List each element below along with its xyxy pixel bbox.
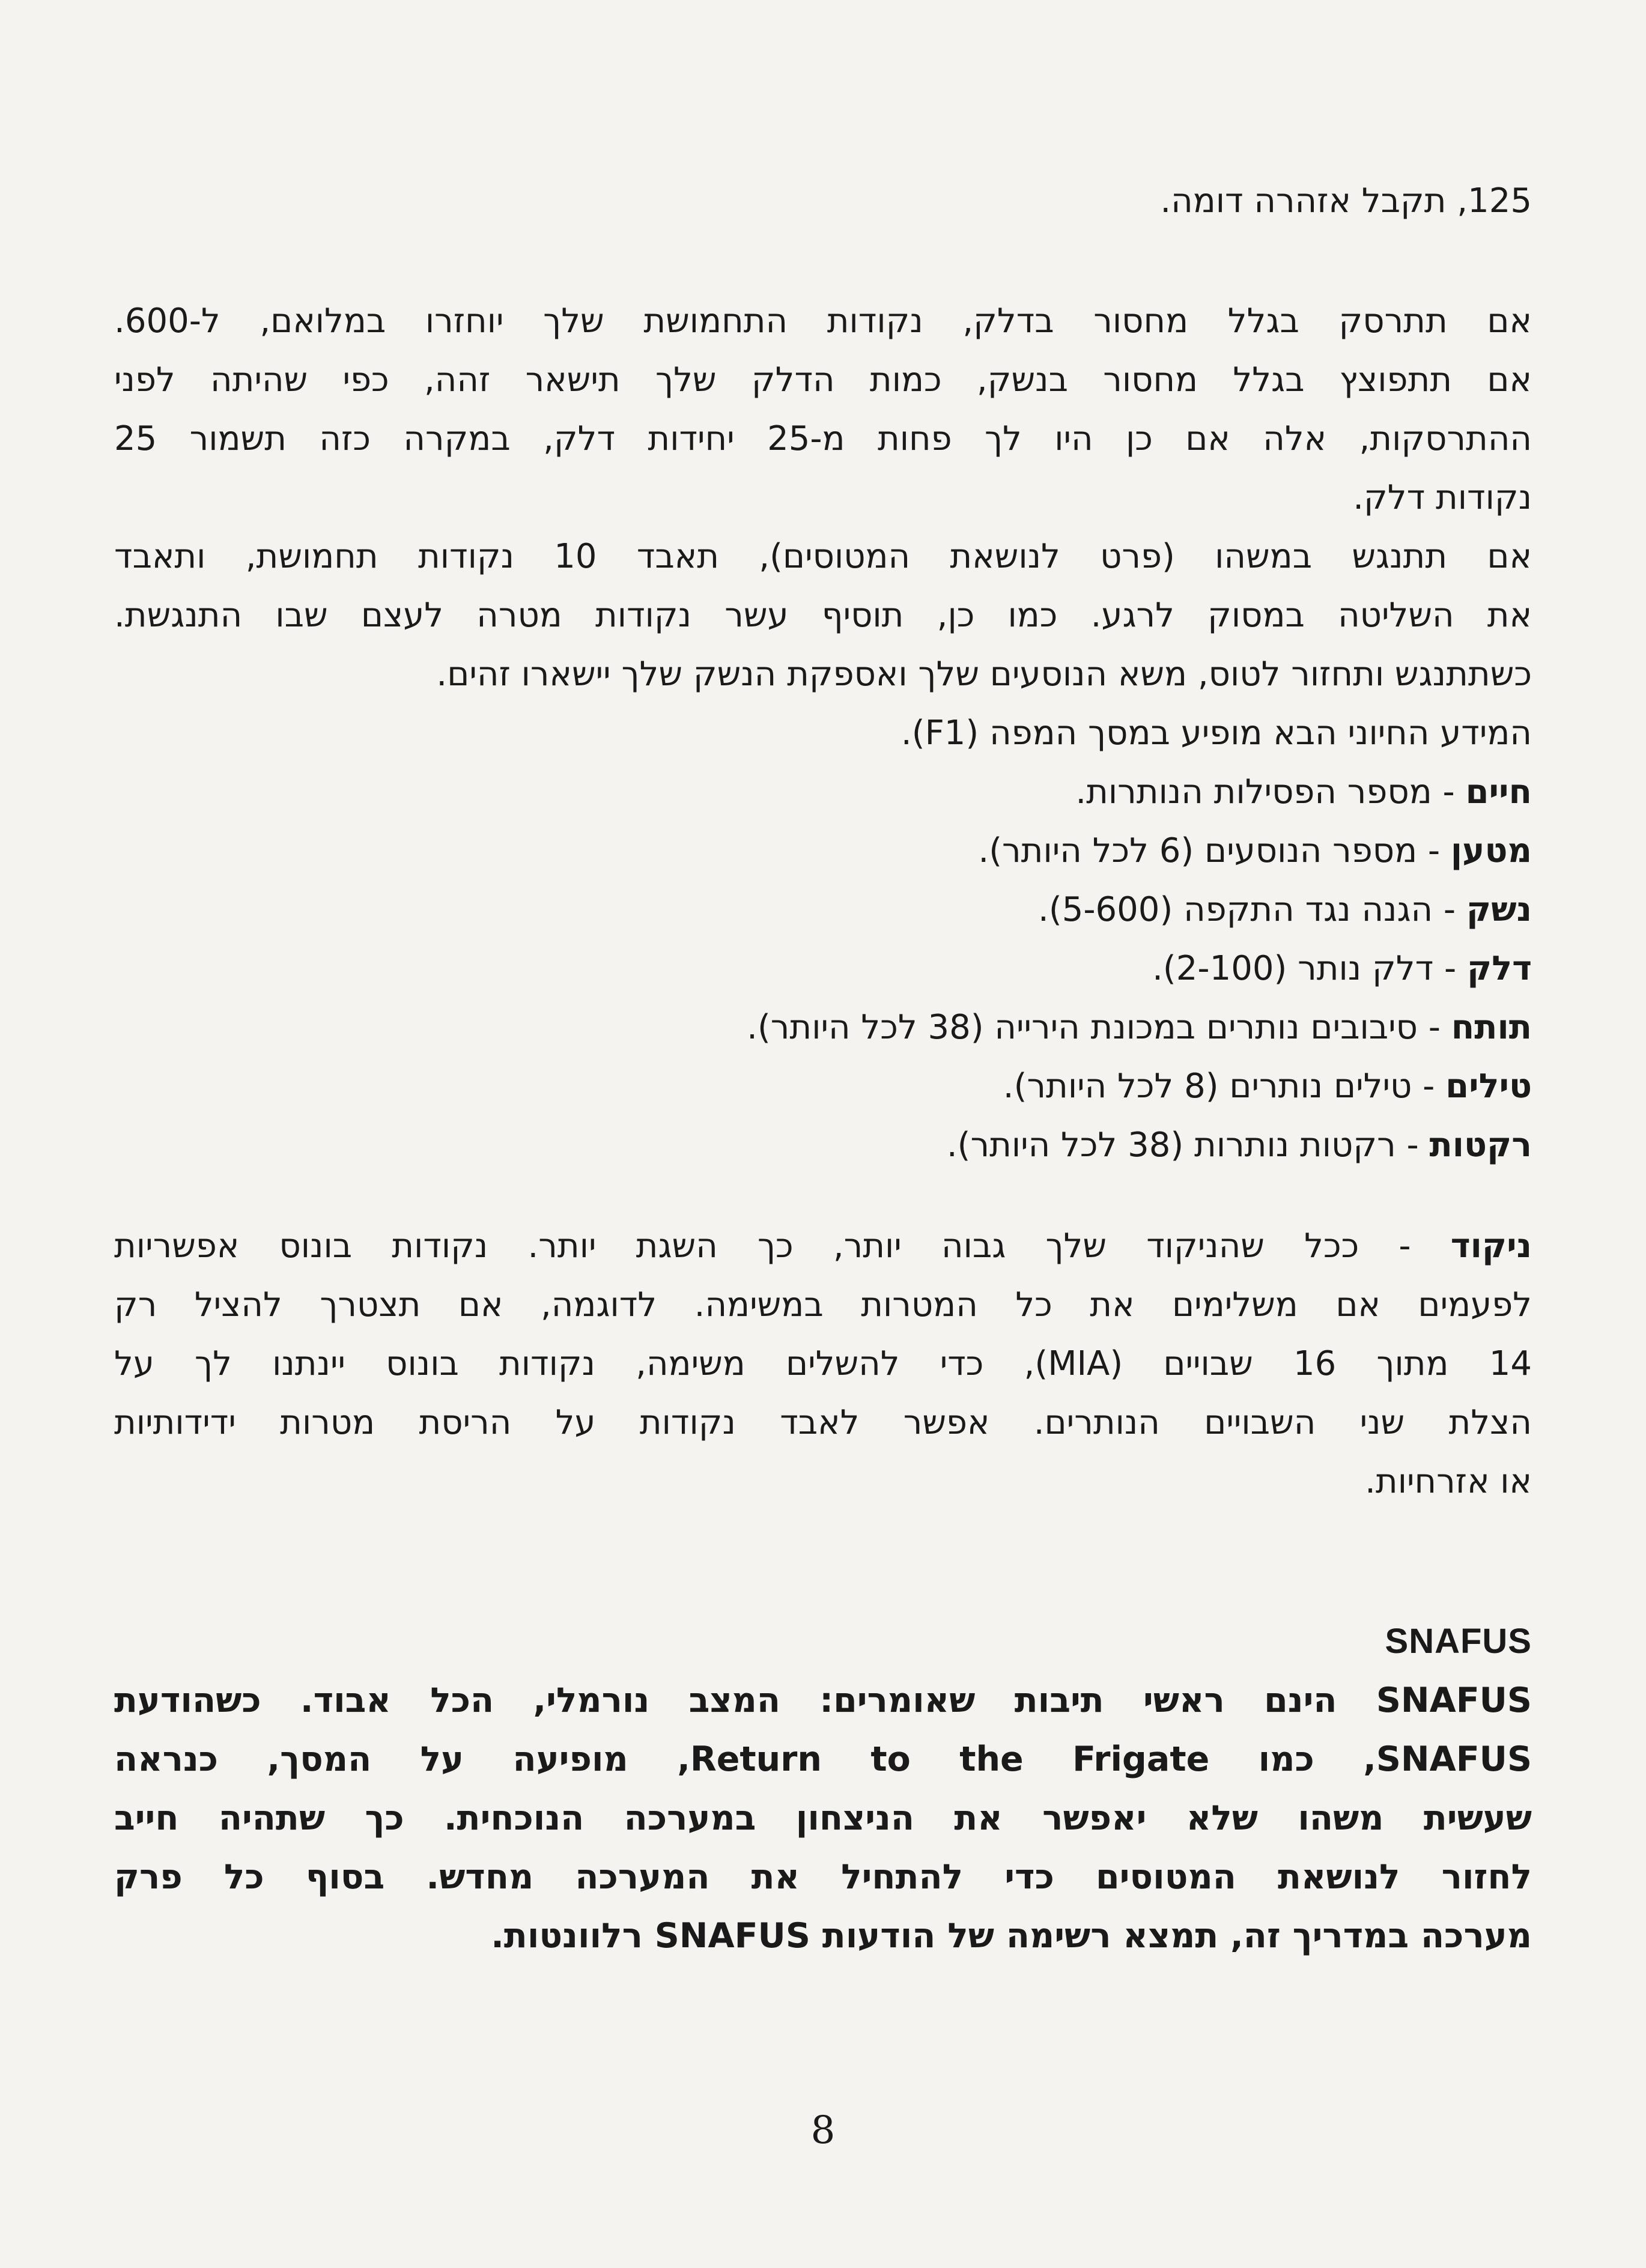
status-desc: - מספר הנוסעים (6 לכל היותר). (978, 831, 1451, 870)
snafus-heading: SNAFUS (1385, 1622, 1532, 1661)
fuel-para-line-4: נקודות דלק. (1353, 478, 1532, 517)
status-term: מטען (1450, 831, 1532, 870)
score-term: ניקוד (1450, 1226, 1532, 1266)
collision-para-line-2: את השליטה במסוק לרגע. כמו כן, תוסיף עשר נקודות מטרה לעצם שבו התנגשת. (114, 596, 1532, 635)
status-term: רקטות (1429, 1126, 1532, 1165)
snafus-para-line-4: לחזור לנושאת המטוסים כדי להתחיל את המערכה מחדש. בסוף כל פרק (114, 1857, 1532, 1897)
status-term: טילים (1445, 1067, 1532, 1106)
status-item-fuel (114, 945, 1532, 993)
score-para-line-1: ניקוד - ככל שהניקוד שלך גבוה יותר, כך השגת יותר. נקודות בונוס אפשריות (114, 1226, 1532, 1266)
snafus-para-line-3: שעשית משהו שלא יאפשר את הניצחון במערכה הנוכחית. כך שתהיה חייב (114, 1798, 1532, 1838)
score-para-line-2: לפעמים אם משלימים את כל המטרות במשימה. לדוגמה, אם תצטרך להציל רק (114, 1285, 1532, 1324)
score-para-line-5: או אזרחיות. (1365, 1462, 1532, 1501)
page-number: 8 (810, 2108, 836, 2153)
status-term: תותח (1451, 1008, 1532, 1047)
status-item-cargo (114, 827, 1532, 875)
status-desc: - מספר הפסילות הנותרות. (1075, 772, 1466, 811)
collision-para-line-1: אם תתנגש במשהו (פרט לנושאת המטוסים), תאבד 10 נקודות תחמושת, ותאבד (114, 537, 1532, 576)
status-term: חיים (1465, 772, 1532, 811)
fuel-para-line-1: אם תתרסק בגלל מחסור בדלק, נקודות התחמושת שלך יוחזרו במלואם, ל-600. (114, 302, 1532, 341)
score-para-line-4: הצלת שני השבויים הנותרים. אפשר לאבד נקודות על הריסת מטרות ידידותיות (114, 1403, 1532, 1442)
status-item-rockets (114, 1121, 1532, 1169)
status-item-missiles (114, 1063, 1532, 1111)
collision-para-line-3: כשתתנגש ותחזור לטוס, משא הנוסעים שלך ואספקת הנשק שלך יישארו זהים. (436, 655, 1532, 694)
intro-line: 125, תקבל אזהרה דומה. (1160, 181, 1532, 220)
collision-para-line-4: המידע החיוני הבא מופיע במסך המפה (F1). (900, 714, 1532, 753)
status-desc: - סיבובים נותרים במכונת הירייה (38 לכל היותר). (747, 1008, 1451, 1047)
status-item-gun (114, 1004, 1532, 1052)
status-item-armor (114, 886, 1532, 934)
status-desc: - טילים נותרים (8 לכל היותר). (1003, 1067, 1446, 1106)
status-desc: - הגנה נגד התקפה (5-600). (1038, 890, 1466, 929)
fuel-para-line-2: אם תתפוצץ בגלל מחסור בנשק, כמות הדלק שלך תישאר זהה, כפי שהיתה לפני (114, 360, 1532, 399)
fuel-para-line-3: ההתרסקות, אלה אם כן היו לך פחות מ-25 יחידות דלק, במקרה כזה תשמור 25 (114, 419, 1532, 458)
status-item-lives (114, 768, 1532, 816)
snafus-para-line-1: SNAFUS הינם ראשי תיבות שאומרים: המצב נורמלי, הכל אבוד. כשהודעת (114, 1681, 1532, 1720)
snafus-para-line-5: מערכה במדריך זה, תמצא רשימה של הודעות SNAFUS רלוונטות. (491, 1916, 1532, 1956)
snafus-para-line-2: SNAFUS, כמו Return to the Frigate, מופיעה על המסך, כנראה (114, 1739, 1532, 1779)
status-term: דלק (1466, 949, 1532, 988)
status-desc: - רקטות נותרות (38 לכל היותר). (946, 1126, 1430, 1165)
status-desc: - דלק נותר (2-100). (1152, 949, 1467, 988)
status-term: נשק (1466, 890, 1532, 929)
score-para-line-3: 14 מתוך 16 שבויים (MIA), כדי להשלים משימה, נקודות בונוס יינתנו לך על (114, 1344, 1532, 1383)
